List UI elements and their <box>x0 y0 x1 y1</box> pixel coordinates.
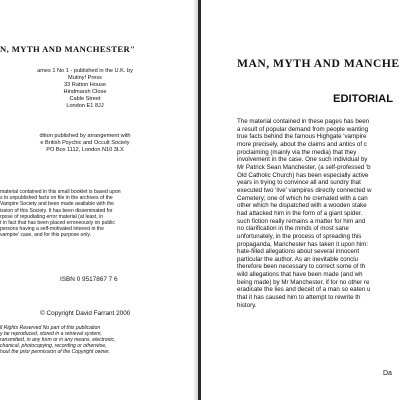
rights-notice <box>0 325 116 355</box>
body-line: more precisely, about the claims and antics of c <box>237 140 367 148</box>
body-line: no clarification in the minds of most sane <box>237 225 349 233</box>
disclaimer <box>0 189 190 239</box>
disclaimer-line: s to unpublished facts on file in the archives of the <box>0 195 113 202</box>
disclaimer-line: t in fact that has been placed erroneously on public <box>0 220 115 227</box>
edition-line: PO Box 1112, London N10 3LX <box>46 146 124 153</box>
disclaimer-line: Vampire Society and been made available with the <box>0 201 115 208</box>
body-line: history. <box>237 301 257 309</box>
disclaimer-line: vampire' case, and for this purpose only. <box>0 232 91 239</box>
body-line: years in trying to convince all and sundry that <box>237 179 361 187</box>
body-line: Mr Patrick Sean Manchester, (a self-professed 'b <box>237 163 371 171</box>
address-line: London E1 8JJ <box>66 102 104 109</box>
body-line: particular the author. As an inevitable conclu <box>237 255 359 263</box>
body-line: had attacked him in the form of a giant spider. <box>237 209 363 217</box>
address-line: Hindmarsh Close <box>63 88 107 95</box>
body-line: eradicate the lies and deceit of a man so eaten u <box>237 286 371 294</box>
author-signature: Da <box>383 370 392 377</box>
edition-line: dition published by arrangement with <box>39 133 131 139</box>
rights-line: y be reproduced, stored in a retrieval system, <box>0 331 102 338</box>
body-line: executed two 'live' vampires directly connected w <box>237 186 372 194</box>
editorial-heading: EDITORIAL <box>333 93 394 105</box>
rights-line: ll Rights Reserved No part of this publication <box>0 325 101 331</box>
body-line: The material contained in these pages has been <box>237 118 370 125</box>
edition-line: e British Psychic and Occult Society <box>40 139 130 146</box>
edition-details <box>0 133 170 154</box>
body-line: true facts behind the famous Highgate 'vampire <box>237 133 367 141</box>
publication-details <box>0 68 170 109</box>
rights-line: ransmitted, in any form or in any means, electronic, <box>0 337 116 344</box>
left-page-title: N, MYTH AND MANCHESTER" <box>0 44 136 54</box>
editorial-body <box>237 118 371 309</box>
publisher-name: Mutiny! Press <box>68 74 102 81</box>
disclaimer-line: ission of this Society. It has been disseminated for <box>0 207 113 214</box>
right-page-title: MAN, MYTH AND MANCHE <box>237 57 400 70</box>
body-line: being made) by Mr Manchester, if for no other re <box>237 278 370 286</box>
body-line: propaganda, Manchester has taken it upon him: <box>237 240 369 248</box>
disclaimer-line: material contained in this small booklet is based upon <box>0 189 121 195</box>
copyright-notice: © Copyright David Farrant 2000 <box>40 310 131 317</box>
body-line: such fiction really remains a matter for him and <box>237 217 366 225</box>
body-line: wild allegations that have been made (and wh <box>237 271 363 279</box>
disclaimer-line: persons having a self-motivated interest in the <box>0 226 104 233</box>
body-line: therefore been necessary to correct some of th <box>237 263 366 271</box>
body-line: hate-filled allegations about several innocent <box>237 248 360 256</box>
right-page <box>201 0 400 400</box>
isbn: ISBN 0 9517867 7 6 <box>60 276 118 283</box>
address-line: Cable Street <box>69 95 101 102</box>
body-line: that it has caused him to attempt to rewrite th <box>237 294 361 302</box>
body-line: other which he dispatched with a wooden stake <box>237 202 367 210</box>
disclaimer-line: rpose of repudiating error material (at least, in <box>0 213 104 220</box>
address-line: 33 Ratton House <box>64 81 106 88</box>
rights-line: chanical, photocopying, recording or otherwise, <box>0 343 107 350</box>
body-line: Cemetery; one of which he cremated with a can <box>237 194 368 202</box>
rights-line: hout the prior permission of the Copyright owner. <box>0 349 110 356</box>
left-page <box>0 0 198 400</box>
body-line: unfortunately, in the process of spreading this <box>237 232 362 240</box>
body-line: involvement in the case. One such individual by <box>237 156 368 164</box>
body-line: proclaiming (mainly via the media) that they <box>237 148 357 156</box>
body-line: Old Catholic Church) has been especially active <box>237 171 369 179</box>
publication-line: ames 1 No 1 - published in the U.K. by <box>37 68 133 74</box>
body-line: a result of popular demand from people wanting <box>237 125 369 133</box>
